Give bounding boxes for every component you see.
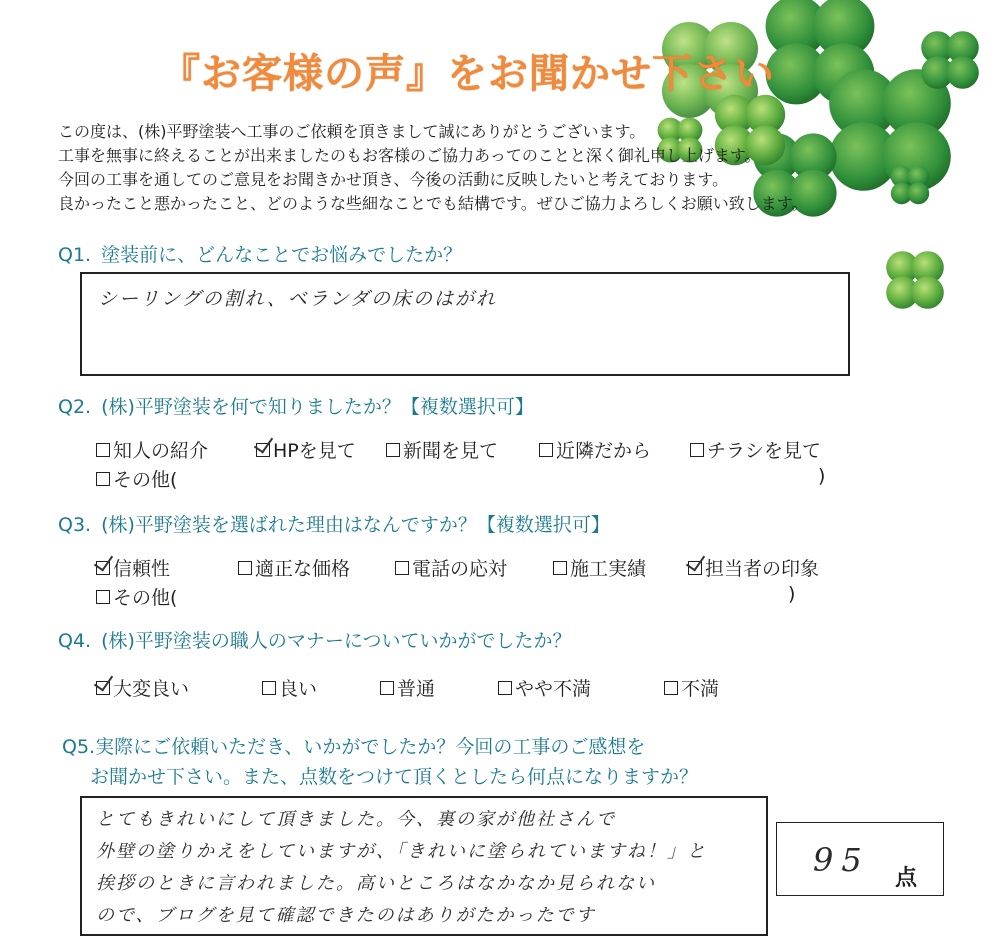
q2-number: Q2. — [58, 396, 92, 418]
q4-checkbox[interactable] — [498, 681, 512, 695]
intro-line: 工事を無事に終えることが出来ましたのもお客様のご協力あってのことと深く御礼申し上げます。 — [58, 146, 761, 165]
q2-question — [58, 392, 534, 419]
q3-other-label: その他( — [113, 587, 178, 609]
q3-checkbox-checked[interactable] — [688, 561, 702, 575]
q2-checkbox[interactable] — [386, 443, 400, 457]
q3-option-staff-impression[interactable] — [688, 554, 819, 581]
q4-option-label: 良い — [279, 678, 318, 700]
score-unit: 点 — [895, 866, 918, 891]
q3-checkbox[interactable] — [238, 561, 252, 575]
q3-option-label: 電話の応対 — [412, 558, 508, 580]
q2-option-label: 新聞を見て — [403, 440, 499, 462]
q3-text: (株)平野塗装を選ばれた理由はなんですか？ — [101, 514, 477, 536]
q4-option-label: 普通 — [397, 678, 436, 700]
intro-line: 今回の工事を通してのご意見をお聞きかせ頂き、今後の活動に反映したいと考えております。 — [58, 170, 729, 189]
q2-other-label: その他( — [113, 469, 178, 491]
q2-text: (株)平野塗装を何で知りましたか？ — [101, 396, 401, 418]
q2-checkbox[interactable] — [539, 443, 553, 457]
q3-option-label: 施工実績 — [570, 558, 647, 580]
q2-option-label: HPを見て — [273, 440, 356, 462]
q5-answer-line: とてもきれいにして頂きました。今、裏の家が他社さんで — [96, 809, 616, 830]
q3-option-fair-price[interactable] — [238, 554, 350, 581]
q4-option-average[interactable] — [380, 674, 435, 701]
q4-checkbox[interactable] — [380, 681, 394, 695]
q4-text: (株)平野塗装の職人のマナーについていかがでしたか？ — [101, 630, 572, 652]
intro-line: 良かったこと悪かったこと、どのような些細なことでも結構です。ぜひご協力よろしくお願い致します。 — [58, 194, 808, 213]
q1-number: Q1. — [58, 244, 92, 266]
q5-question-line1: Q5.実際にご依頼いただき、いかがでしたか？今回の工事のご感想を — [62, 736, 646, 758]
q3-question — [58, 510, 610, 537]
q4-option-label: 不満 — [681, 678, 720, 700]
q3-option-other[interactable] — [96, 583, 177, 610]
q2-checkbox[interactable] — [690, 443, 704, 457]
q1-question — [58, 240, 462, 267]
q5-answer-text — [96, 804, 707, 932]
q2-option-label: 知人の紹介 — [113, 440, 209, 462]
q3-checkbox[interactable] — [553, 561, 567, 575]
q2-option-newspaper[interactable] — [386, 436, 498, 463]
score-value: 95 — [813, 841, 870, 879]
intro-line: この度は、(株)平野塗装へ工事のご依頼を頂きまして誠にありがとうございます。 — [58, 122, 646, 141]
q3-option-label: 適正な価格 — [255, 558, 351, 580]
q1-text: 塗装前に、どんなことでお悩みでしたか？ — [101, 244, 463, 266]
q4-checkbox[interactable] — [664, 681, 678, 695]
q2-checkbox-checked[interactable] — [256, 443, 270, 457]
q5-answer-line: ので、ブログを見て確認できたのはありがたかったです — [96, 905, 596, 926]
q2-option-label: チラシを見て — [707, 440, 822, 462]
q3-option-label: 担当者の印象 — [705, 558, 820, 580]
intro-text — [58, 120, 807, 216]
score-box[interactable] — [776, 822, 944, 896]
page-title: 『お客様の声』をお聞かせ下さい — [160, 51, 775, 97]
q4-number: Q4. — [58, 630, 92, 652]
q2-option-nearby[interactable] — [539, 436, 651, 463]
q4-question — [58, 626, 572, 653]
q3-other-close: ) — [788, 583, 796, 605]
q2-other-close: ) — [818, 465, 826, 487]
q5-answer-line: 挨拶のときに言われました。高いところはなかなか見られない — [96, 873, 656, 894]
q5-question-line2: お聞かせ下さい。また、点数をつけて頂くとしたら何点になりますか？ — [90, 766, 699, 788]
q2-option-other[interactable] — [96, 465, 177, 492]
q3-option-phone[interactable] — [395, 554, 507, 581]
q3-checkbox[interactable] — [395, 561, 409, 575]
q4-option-label: 大変良い — [113, 678, 190, 700]
q4-checkbox[interactable] — [262, 681, 276, 695]
q3-checkbox-checked[interactable] — [96, 561, 110, 575]
q4-option-somewhat-dissatisfied[interactable] — [498, 674, 591, 701]
q1-answer-box[interactable] — [80, 272, 850, 376]
q4-option-very-good[interactable] — [96, 674, 189, 701]
q4-option-dissatisfied[interactable] — [664, 674, 719, 701]
q2-option-label: 近隣だから — [556, 440, 652, 462]
q2-option-acquaintance[interactable] — [96, 436, 208, 463]
q5-answer-line: 外壁の塗りかえをしていますが、「きれいに塗られていますね！」と — [96, 841, 707, 862]
q2-option-homepage[interactable] — [256, 436, 356, 463]
q2-checkbox[interactable] — [96, 472, 110, 486]
q4-checkbox-checked[interactable] — [96, 681, 110, 695]
q5-answer-box[interactable] — [80, 796, 768, 936]
q3-option-reliability[interactable] — [96, 554, 170, 581]
q4-option-good[interactable] — [262, 674, 317, 701]
q3-option-track-record[interactable] — [553, 554, 646, 581]
q2-checkbox[interactable] — [96, 443, 110, 457]
q3-number: Q3. — [58, 514, 92, 536]
q3-checkbox[interactable] — [96, 590, 110, 604]
q3-option-label: 信頼性 — [113, 558, 171, 580]
q4-option-label: やや不満 — [515, 678, 592, 700]
q1-answer-text: シーリングの割れ、ベランダの床のはがれ — [98, 288, 498, 310]
q3-multi-select-tag: 【複数選択可】 — [476, 514, 610, 536]
q2-multi-select-tag: 【複数選択可】 — [400, 396, 534, 418]
q2-option-flyer[interactable] — [690, 436, 821, 463]
